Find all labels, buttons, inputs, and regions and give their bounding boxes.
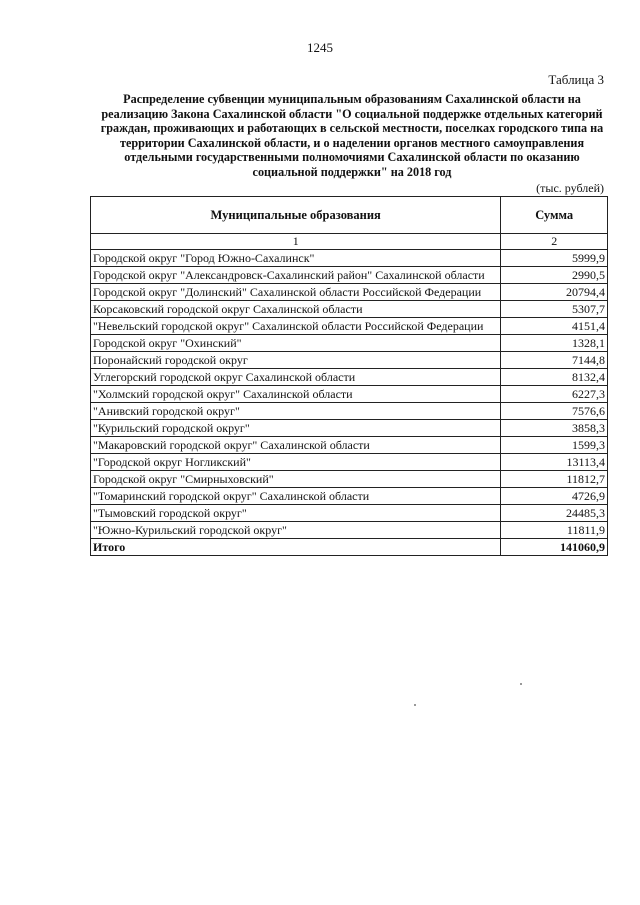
municipality-name: "Тымовский городской округ"	[91, 505, 501, 522]
table-row	[91, 301, 608, 318]
municipality-sum: 2990,5	[501, 267, 608, 284]
subvention-table	[90, 196, 608, 556]
table-header-row	[91, 197, 608, 234]
table-row	[91, 522, 608, 539]
column-number-row	[91, 234, 608, 250]
total-label: Итого	[91, 539, 501, 556]
municipality-name: "Южно-Курильский городской округ"	[91, 522, 501, 539]
municipality-sum: 11811,9	[501, 522, 608, 539]
municipality-name: "Городской округ Ногликский"	[91, 454, 501, 471]
page-number: 1245	[307, 40, 333, 55]
column-number-1: 1	[91, 234, 501, 250]
document-title: Распределение субвенции муниципальным образованиям Сахалинской области на реализацию Закона Сахалинской области "О социальной поддержке отдельных категорий граждан, проживающих и работающих в сельской местности, поселках городского типа на территории Сахалинской области, и о наделении органов местного самоуправления отдельными государственными полномочиями Сахалинской области по оказанию социальной поддержки" на 2018 год	[100, 92, 604, 179]
municipality-sum: 4726,9	[501, 488, 608, 505]
municipality-name: Поронайский городской округ	[91, 352, 501, 369]
units-label: (тыс. рублей)	[536, 181, 604, 195]
municipality-sum: 11812,7	[501, 471, 608, 488]
municipality-sum: 20794,4	[501, 284, 608, 301]
table-row	[91, 318, 608, 335]
table-row	[91, 505, 608, 522]
header-municipalities: Муниципальные образования	[91, 197, 501, 234]
municipality-name: Городской округ "Город Южно-Сахалинск"	[91, 250, 501, 267]
municipality-sum: 6227,3	[501, 386, 608, 403]
table-row	[91, 471, 608, 488]
table-row	[91, 437, 608, 454]
municipality-sum: 7576,6	[501, 403, 608, 420]
table-row	[91, 488, 608, 505]
municipality-name: Городской округ "Охинский"	[91, 335, 501, 352]
total-sum: 141060,9	[501, 539, 608, 556]
table-row	[91, 420, 608, 437]
table-row	[91, 284, 608, 301]
municipality-sum: 3858,3	[501, 420, 608, 437]
table-row	[91, 250, 608, 267]
table-row	[91, 369, 608, 386]
table-body	[91, 250, 608, 539]
municipality-sum: 1328,1	[501, 335, 608, 352]
municipality-name: "Курильский городской округ"	[91, 420, 501, 437]
municipality-sum: 1599,3	[501, 437, 608, 454]
total-row	[91, 539, 608, 556]
municipality-name: "Томаринский городской округ" Сахалинской области	[91, 488, 501, 505]
header-sum: Сумма	[501, 197, 608, 234]
table-label: Таблица 3	[548, 72, 604, 87]
municipality-name: Корсаковский городской округ Сахалинской области	[91, 301, 501, 318]
municipality-name: Углегорский городской округ Сахалинской области	[91, 369, 501, 386]
municipality-name: Городской округ "Долинский" Сахалинской области Российской Федерации	[91, 284, 501, 301]
scan-speck	[520, 683, 522, 685]
municipality-name: Городской округ "Смирныховский"	[91, 471, 501, 488]
municipality-name: "Невельский городской округ" Сахалинской области Российской Федерации	[91, 318, 501, 335]
table-row	[91, 454, 608, 471]
municipality-sum: 8132,4	[501, 369, 608, 386]
table-row	[91, 386, 608, 403]
table-row	[91, 403, 608, 420]
municipality-sum: 4151,4	[501, 318, 608, 335]
municipality-sum: 13113,4	[501, 454, 608, 471]
municipality-sum: 24485,3	[501, 505, 608, 522]
municipality-sum: 7144,8	[501, 352, 608, 369]
municipality-sum: 5999,9	[501, 250, 608, 267]
municipality-name: "Холмский городской округ" Сахалинской области	[91, 386, 501, 403]
municipality-sum: 5307,7	[501, 301, 608, 318]
table-row	[91, 352, 608, 369]
municipality-name: "Макаровский городской округ" Сахалинской области	[91, 437, 501, 454]
column-number-2: 2	[501, 234, 608, 250]
table-row	[91, 335, 608, 352]
municipality-name: "Анивский городской округ"	[91, 403, 501, 420]
table-row	[91, 267, 608, 284]
scan-speck	[414, 704, 416, 706]
municipality-name: Городской округ "Александровск-Сахалинский район" Сахалинской области	[91, 267, 501, 284]
